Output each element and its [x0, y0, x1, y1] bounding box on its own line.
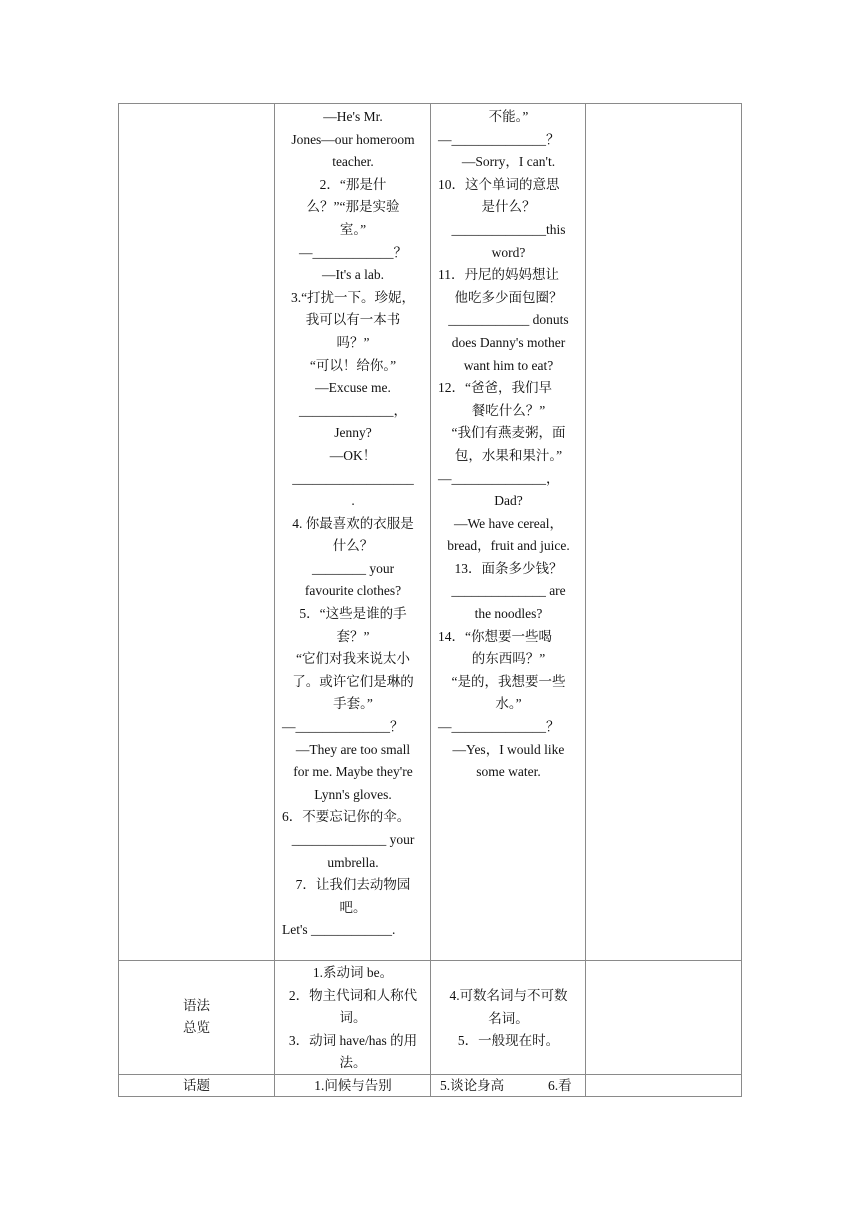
exercise-line: —Yes，I would like	[452, 741, 565, 757]
exercise-line: —OK！	[329, 447, 377, 463]
exercise-line: __________________	[292, 470, 414, 486]
exercise-line: 的东西吗？”	[471, 651, 546, 667]
exercise-line: umbrella.	[327, 854, 379, 870]
exercise-line: some water.	[476, 764, 541, 780]
exercise-line: “是的，我想要一些	[451, 673, 566, 689]
exercise-line: Lynn's gloves.	[314, 786, 392, 802]
grammar-label-line-2: 总览	[183, 1020, 210, 1035]
exercise-line: 么？”“那是实验	[306, 199, 400, 215]
exercise-line: ______________ your	[291, 832, 415, 847]
exercise-line: 不能。”	[488, 109, 529, 124]
grammar-item: 4.可数名词与不可数	[449, 988, 568, 1003]
exercise-line: ______________this	[451, 221, 566, 237]
grammar-item: 法。	[339, 1055, 367, 1071]
exercise-line: 包，水果和果汁。”	[454, 447, 563, 463]
exercise-line: 3.“打扰一下。珍妮，	[290, 289, 416, 305]
exercise-line: 手套。”	[333, 696, 373, 712]
exercise-line: 2．“那是什	[319, 176, 387, 192]
exercise-line: 13．面条多少钱？	[454, 560, 563, 576]
exercise-line: 6．不要忘记你的伞。	[282, 809, 411, 825]
exercise-line: —He's Mr.	[323, 109, 383, 124]
exercise-line: Let's ____________.	[282, 922, 396, 938]
exercise-line: —______________？	[282, 719, 404, 735]
topic-item: 6.看	[548, 1078, 572, 1093]
exercise-line: 7．让我们去动物园	[295, 877, 411, 893]
column-divider-1	[274, 103, 275, 1097]
grammar-item: 词。	[339, 1010, 367, 1026]
exercise-line: —They are too small	[295, 741, 411, 757]
exercise-line: —______________？	[438, 719, 560, 735]
exercise-line: 什么？	[332, 538, 374, 554]
exercise-line: “可以！给你。”	[309, 357, 397, 373]
exercise-line: —______________，	[438, 470, 560, 486]
exercise-line: for me. Maybe they're	[293, 764, 413, 780]
exercise-line: 4. 你最喜欢的衣服是	[292, 515, 414, 531]
grammar-item: 2．物主代词和人称代	[288, 987, 418, 1003]
exercise-line: 我可以有一本书	[305, 312, 401, 328]
exercise-line: —______________？	[438, 131, 560, 147]
grammar-label	[119, 995, 274, 1039]
exercise-line: —Excuse me.	[315, 380, 391, 396]
exercise-line: .	[351, 493, 355, 509]
grammar-label-line-1: 语法	[183, 998, 210, 1013]
exercise-line: Jenny?	[334, 425, 372, 441]
table-left-border	[118, 103, 119, 1097]
grammar-items-right	[438, 985, 579, 1053]
exercise-line: teacher.	[332, 154, 374, 170]
exercise-line: 套？”	[336, 628, 370, 644]
topic-item: 5.谈论身高	[440, 1078, 505, 1093]
exercise-line: bread，fruit and juice.	[447, 538, 570, 554]
exercise-line: 吧。	[339, 899, 367, 915]
grammar-item: 5．一般现在时。	[457, 1033, 560, 1049]
exercise-line: 是什么？	[481, 199, 536, 215]
exercise-line: the noodles?	[474, 606, 543, 622]
exercise-line: 他吃多少面包圈？	[454, 289, 563, 305]
exercise-line: 室。”	[339, 221, 367, 237]
exercise-line: —We have cereal，	[453, 515, 564, 531]
grammar-item: 1.系动词 be。	[312, 965, 394, 980]
exercise-line: 吗？”	[336, 334, 370, 350]
exercise-line: 10．这个单词的意思	[438, 176, 560, 192]
exercise-line: ______________，	[299, 402, 407, 418]
exercise-line: 12．“爸爸，我们早	[438, 380, 552, 396]
exercise-line: 水。”	[495, 696, 522, 712]
exercise-column-right	[438, 106, 579, 784]
exercise-column-left	[282, 106, 424, 942]
grammar-item: 3．动词 have/has 的用	[288, 1032, 418, 1048]
exercise-line: ____________ donuts	[448, 312, 569, 328]
exercise-line: “我们有燕麦粥，面	[451, 425, 566, 441]
exercise-line: Dad?	[494, 493, 523, 509]
exercise-line: word?	[491, 244, 526, 260]
topic-item: 1.问候与告别	[314, 1078, 392, 1093]
table-right-border	[741, 103, 742, 1097]
exercise-line: —It's a lab.	[321, 267, 385, 283]
grammar-item: 名词。	[488, 1010, 529, 1026]
exercise-line: 14．“你想要一些喝	[438, 628, 552, 644]
exercise-line: “它们对我来说太小	[296, 651, 410, 667]
exercise-line: 11．丹尼的妈妈想让	[438, 267, 559, 283]
exercise-line: Jones—our homeroom	[291, 131, 415, 147]
exercise-line: ______________ are	[451, 583, 566, 599]
exercise-line: —____________？	[299, 244, 407, 260]
exercise-line: ________ your	[311, 560, 395, 576]
column-divider-2	[430, 103, 431, 1097]
grammar-items-left	[282, 962, 424, 1075]
exercise-line: does Danny's mother	[451, 334, 566, 350]
exercise-line: 5．“这些是谁的手	[299, 606, 407, 622]
exercise-line: want him to eat?	[463, 357, 554, 373]
column-divider-3	[585, 103, 586, 1097]
topics-label: 话题	[183, 1078, 210, 1093]
exercise-line: favourite clothes?	[304, 583, 402, 599]
exercise-line: 餐吃什么？”	[471, 402, 546, 418]
exercise-line: 了。或许它们是琳的	[292, 673, 414, 689]
exercise-line: —Sorry，I can't.	[461, 154, 556, 170]
